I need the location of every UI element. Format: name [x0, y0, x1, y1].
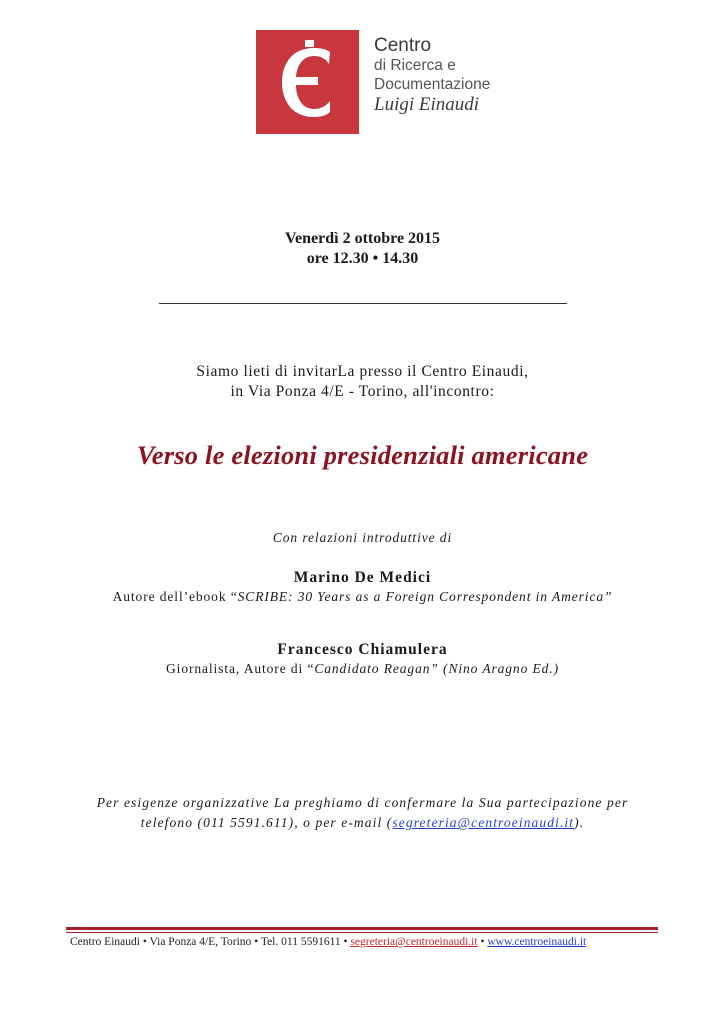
- footer-rule-thin: [66, 932, 658, 933]
- speaker-description: [0, 588, 725, 606]
- speaker-name: Marino De Medici: [293, 569, 432, 586]
- speaker-name: Francesco Chiamulera: [277, 641, 448, 658]
- speaker-description: [0, 660, 725, 678]
- rsvp-phone-text: telefono (011 5591.611), o per e-mail (: [140, 815, 393, 830]
- rsvp-email-link[interactable]: segreteria@centroeinaudi.it: [392, 815, 575, 830]
- logo-line-3: Documentazione: [374, 76, 491, 93]
- logo: [256, 30, 491, 134]
- speaker-block: [0, 568, 725, 606]
- event-date: Venerdì 2 ottobre 2015: [284, 230, 441, 247]
- speaker-work: Candidato Reagan” (Nino Aragno Ed.): [314, 661, 559, 676]
- speaker-work: SCRIBE: 30 Years as a Foreign Correspondent in America”: [237, 589, 613, 604]
- speaker-role: Autore dell’ebook “: [112, 589, 238, 604]
- footer: [70, 934, 586, 950]
- logo-text: [374, 36, 490, 116]
- event-time: ore 12.30 • 14.30: [306, 250, 419, 267]
- logo-mark-icon: [256, 30, 359, 134]
- rsvp-suffix: ).: [574, 815, 585, 830]
- divider: [159, 303, 567, 304]
- intro-text: Con relazioni introduttive di: [272, 530, 453, 545]
- rsvp-note: [0, 793, 725, 833]
- logo-line-4: Luigi Einaudi: [374, 94, 480, 115]
- footer-address: Centro Einaudi • Via Ponza 4/E, Torino • Tel. 011 5591611 •: [70, 936, 351, 948]
- rsvp-line-2: [0, 813, 725, 833]
- speaker-block: [0, 640, 725, 678]
- invitation-line-2: in Via Ponza 4/E - Torino, all'incontro:: [230, 383, 495, 400]
- rsvp-line-1: Per esigenze organizzative La preghiamo di confermare la Sua partecipazione per: [96, 795, 629, 810]
- footer-website-link[interactable]: www.centroeinaudi.it: [487, 936, 587, 948]
- event-title: Verso le elezioni presidenziali americane: [136, 440, 589, 470]
- logo-line-2: di Ricerca e: [374, 57, 456, 74]
- logo-line-1: Centro: [374, 35, 432, 56]
- footer-separator: •: [477, 936, 488, 948]
- invitation-text: [0, 362, 725, 402]
- footer-rule: [66, 927, 658, 930]
- speaker-role: Giornalista, Autore di “: [166, 661, 315, 676]
- footer-email-link[interactable]: segreteria@centroeinaudi.it: [350, 936, 478, 948]
- invitation-line-1: Siamo lieti di invitarLa presso il Centro Einaudi,: [196, 363, 529, 380]
- event-datetime: [0, 229, 725, 269]
